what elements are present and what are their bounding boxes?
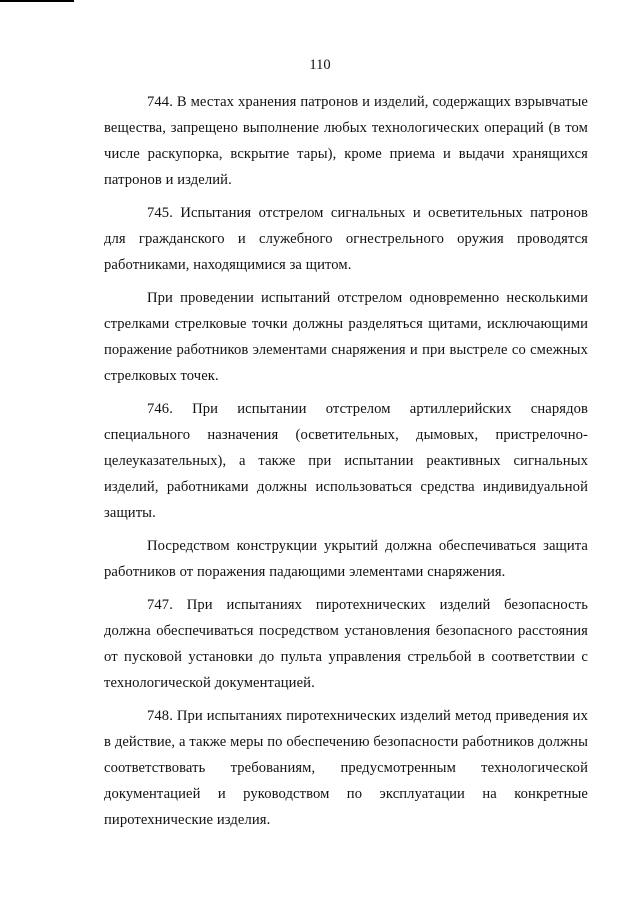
paragraph-745-shooting-points: При проведении испытаний отстрелом одновременно несколькими стрелками стрелковые точки должны разделяться щитами, исключающими поражение работников элементами снаряжения и при выстреле со смежных стрелковых точек. — [104, 290, 588, 384]
scan-edge-mark — [0, 0, 74, 2]
paragraph-747: 747. При испытаниях пиротехнических изделий безопасность должна обеспечиваться посредством установления безопасного расстояния от пусковой установки до пульта управления стрельбой в соответствии с технологической документацией. — [104, 597, 588, 691]
paragraph-745: 745. Испытания отстрелом сигнальных и осветительных патронов для гражданского и служебного огнестрельного оружия проводятся работниками, находящимися за щитом. — [104, 205, 588, 273]
page-number: 110 — [309, 57, 331, 73]
paragraph-746: 746. При испытании отстрелом артиллерийских снарядов специального назначения (осветительных, дымовых, пристрелочно-целеуказательных), а также при испытании реактивных сигнальных изделий, работниками должны использоваться средства индивидуальной защиты. — [104, 401, 588, 521]
paragraph-744: 744. В местах хранения патронов и изделий, содержащих взрывчатые вещества, запрещено выполнение любых технологических операций (в том числе раскупорка, вскрытие тары), кроме приема и выдачи хранящихся патронов и изделий. — [104, 94, 588, 188]
paragraph-746-shelters: Посредством конструкции укрытий должна обеспечиваться защита работников от поражения падающими элементами снаряжения. — [104, 538, 588, 580]
document-body — [104, 89, 588, 840]
paragraph-748: 748. При испытаниях пиротехнических изделий метод приведения их в действие, а также меры по обеспечению безопасности работников должны соответствовать требованиям, предусмотренным технологической документацией и руководством по эксплуатации на конкретные пиротехнические изделия. — [104, 708, 588, 828]
